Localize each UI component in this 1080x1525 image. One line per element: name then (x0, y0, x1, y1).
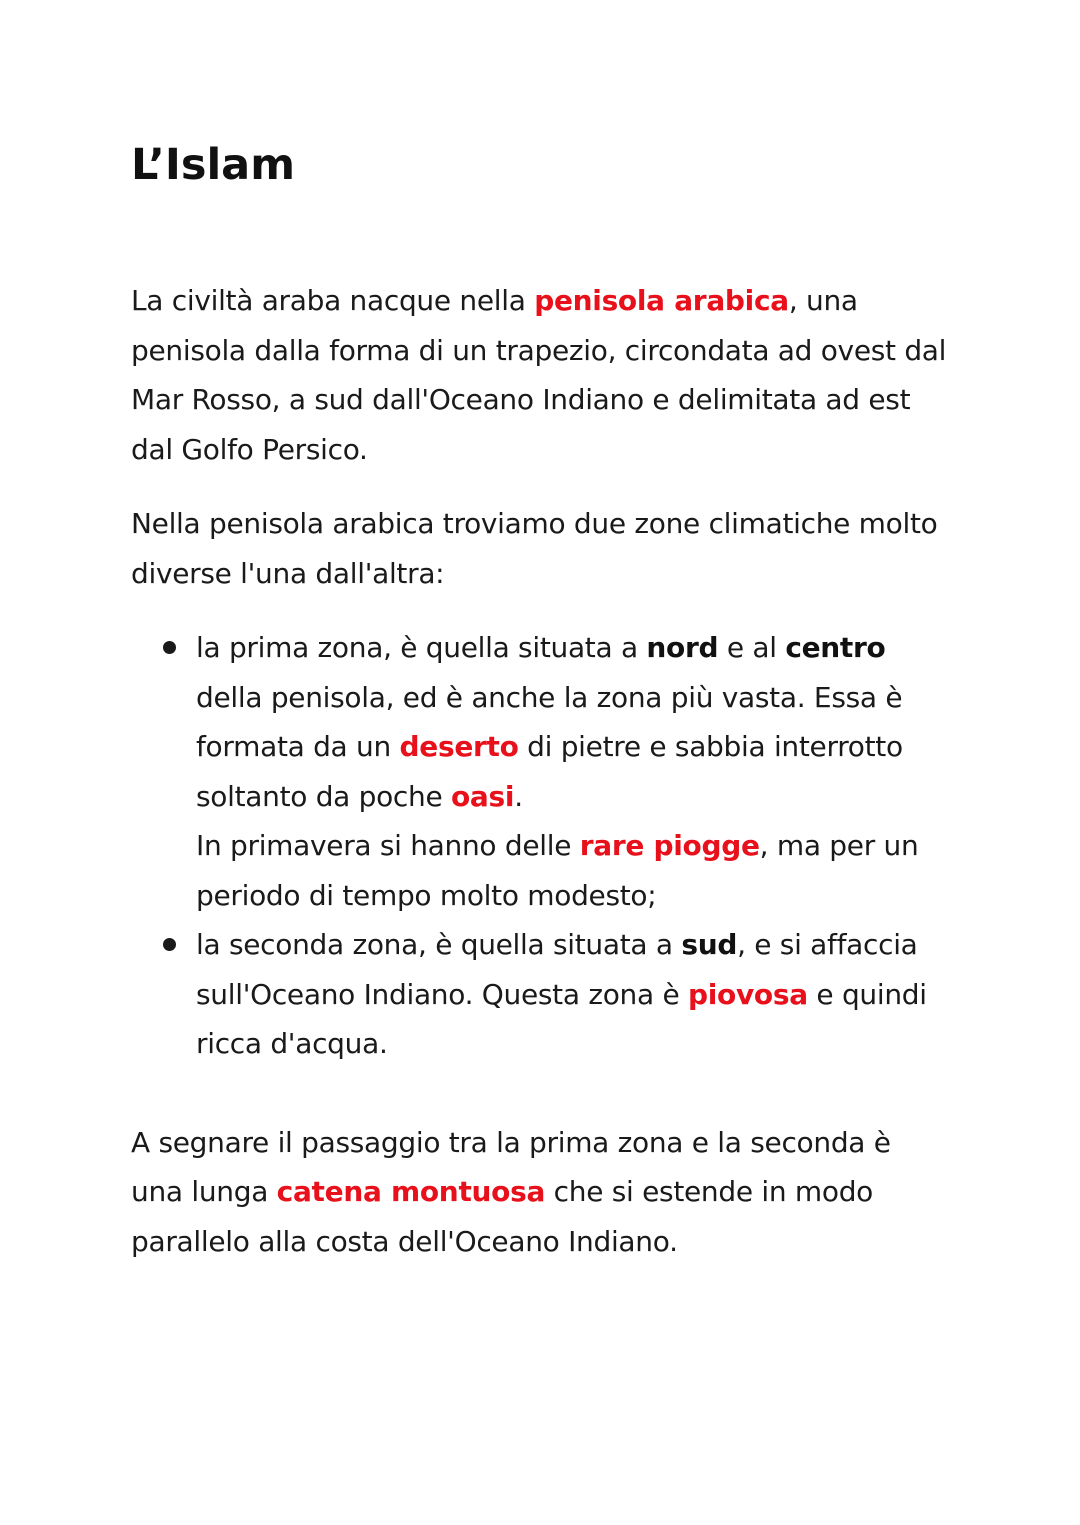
item2-text-3: e quindi ricca d'acqua. (196, 977, 927, 1060)
paragraph-intro-text-1: La civiltà araba nacque nella (131, 284, 535, 317)
bold-nord: nord (646, 631, 719, 664)
highlight-deserto: deserto (399, 730, 519, 763)
item1-spring-line (196, 821, 951, 920)
item1-text-2: e al (718, 631, 786, 664)
paragraph-mountain-chain (131, 1118, 951, 1267)
bullet-icon (163, 938, 176, 951)
item2-text-1: la seconda zona, è quella situata a (196, 928, 682, 961)
item2-text-2: , e si affaccia sull'Oceano Indiano. Questa zona è (196, 928, 918, 1011)
paragraph-intro-text-2: , una penisola dalla forma di un trapezio, circondata ad ovest dal Mar Rosso, a sud dall'Oceano Indiano e delimitata ad est dal Golfo Persico. (131, 284, 947, 466)
bold-centro: centro (785, 631, 886, 664)
item1-text-1: la prima zona, è quella situata a (196, 631, 647, 664)
highlight-piovosa: piovosa (687, 977, 808, 1011)
page-title: L’Islam (131, 140, 296, 190)
list-item-second-zone (196, 920, 951, 1069)
highlight-oasi: oasi (451, 779, 515, 813)
paragraph-intro (131, 276, 951, 474)
highlight-catena-montuosa: catena montuosa (276, 1175, 546, 1208)
item1-text-6: In primavera si hanno delle (196, 829, 580, 862)
list-item-first-zone (196, 623, 951, 920)
bullet-icon (163, 641, 176, 654)
item1-text-7: , ma per un periodo di tempo molto modesto; (196, 829, 919, 912)
paragraph-mountain-text-1: A segnare il passaggio tra la prima zona e la seconda è una lunga (131, 1125, 891, 1208)
highlight-penisola-arabica: penisola arabica (534, 284, 789, 317)
item1-text-3: della penisola, ed è anche la zona più vasta. Essa è formata da un (196, 680, 903, 763)
paragraph-mountain-text-2: che si estende in modo parallelo alla costa dell'Oceano Indiano. (131, 1175, 874, 1258)
paragraph-climate-zones: Nella penisola arabica troviamo due zone climatiche molto diverse l'una dall'altra: (131, 507, 938, 590)
document-page (131, 130, 951, 1266)
climate-zone-list (131, 623, 951, 1069)
item1-text-5: . (514, 779, 523, 813)
highlight-rare-piogge: rare piogge (579, 829, 760, 862)
item1-text-4: di pietre e sabbia interrotto soltanto da poche (196, 730, 903, 813)
bold-sud: sud (681, 928, 738, 961)
